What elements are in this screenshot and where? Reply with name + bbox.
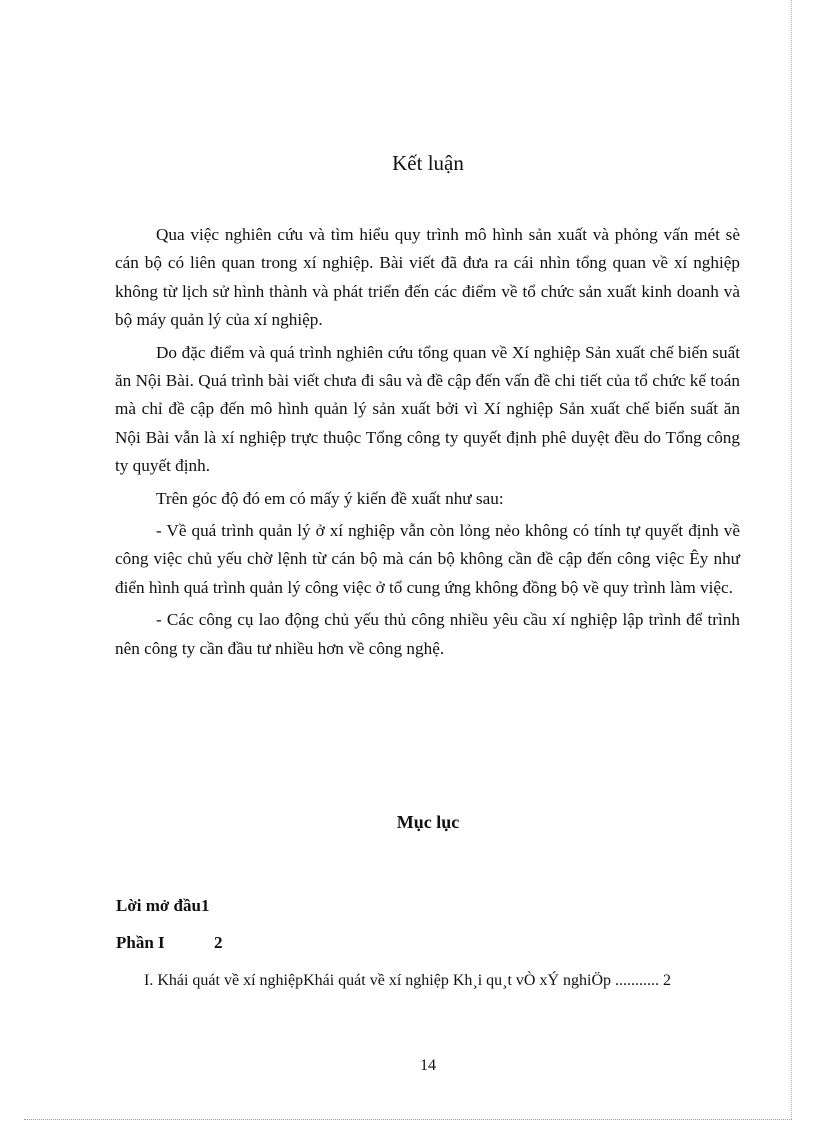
conclusion-paragraph-2: Do đặc điểm và quá trình nghiên cứu tổng quan về Xí nghiệp Sản xuất chế biến suất ăn Nội Bài. Quá trình bài viết chưa đi sâu và đề cập đến vấn đề chi tiết của tổ chức kế toán mà chỉ đề cập đến mô hình quản lý sản xuất bởi vì Xí nghiệp Sản xuất chế biến suất ăn Nội Bài vẫn là xí nghiệp trực thuộc Tổng công ty quyết định phê duyệt đều do Tổng công ty quyết định. — [115, 342, 740, 476]
conclusion-heading: Kết luận — [392, 151, 464, 175]
toc-entry-part-1-label: Phần I — [116, 933, 165, 952]
toc-entry-part-1-page: 2 — [214, 933, 223, 952]
page-bottom-border — [24, 1119, 792, 1120]
conclusion-body — [115, 221, 740, 667]
conclusion-paragraph-5: - Các công cụ lao động chủ yếu thủ công nhiều yêu cầu xí nghiệp lập trình để trình nên công ty cần đầu tư nhiều hơn về công nghệ. — [115, 610, 740, 658]
page-right-border — [791, 0, 792, 1119]
toc-entry-part-1[interactable] — [116, 933, 223, 953]
toc-entry-intro[interactable]: Lời mở đầu1 — [116, 896, 210, 915]
page-number: 14 — [420, 1057, 436, 1074]
conclusion-paragraph-4: - Về quá trình quản lý ở xí nghiệp vẫn còn lỏng nẻo không có tính tự quyết định về công việc chủ yếu chờ lệnh từ cán bộ mà cán bộ không cần đề cập đến công việc Êy như điển hình quá trình quản lý công việc ở tổ cung ứng không đồng bộ về quy trình làm việc. — [115, 521, 740, 597]
conclusion-paragraph-3: Trên góc độ đó em có mấy ý kiến đề xuất như sau: — [156, 488, 504, 508]
toc-heading: Mục lục — [396, 812, 460, 832]
conclusion-paragraph-1: Qua việc nghiên cứu và tìm hiểu quy trình mô hình sản xuất và phỏng vấn mét sè cán bộ có liên quan trong xí nghiệp. Bài viết đã đưa ra cái nhìn tổng quan về xí nghiệp không từ lịch sử hình thành và phát triển đến các điểm về tổ chức sản xuất kinh doanh và bộ máy quản lý của xí nghiệp. — [115, 225, 740, 330]
toc-entry-section-1[interactable]: I. Khái quát về xí nghiệpKhái quát về xí nghiệp Kh¸i qu¸t vÒ xÝ nghiÖp ........... 2 — [144, 972, 672, 989]
